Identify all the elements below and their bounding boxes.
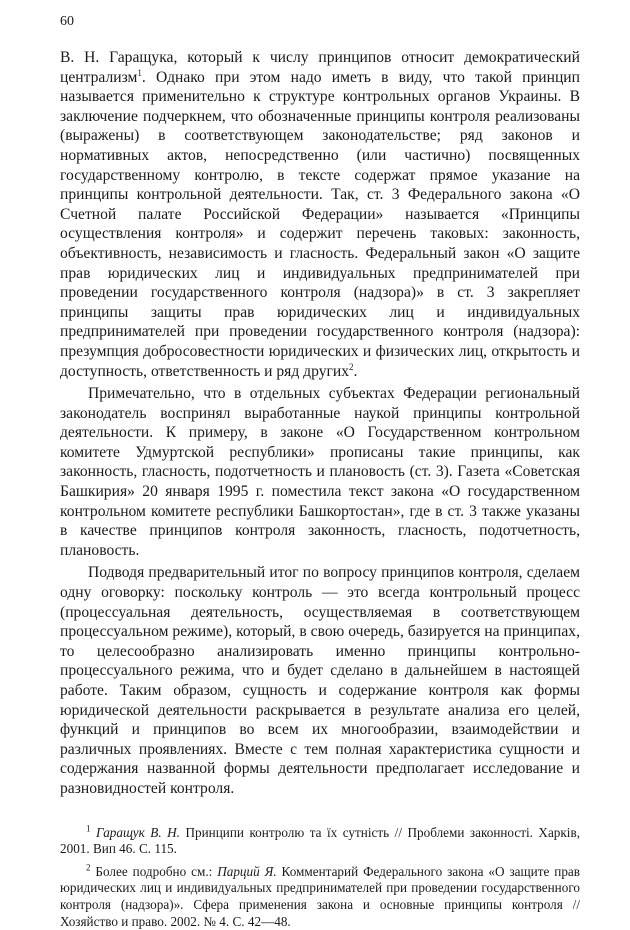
footnote-mark: 1: [86, 823, 91, 834]
paragraph-3: [60, 563, 580, 798]
footnote-lead: Более подробно см.:: [90, 863, 218, 879]
footnote-ref-2: 2: [349, 361, 354, 372]
footnote-2: [60, 864, 580, 930]
paragraph-text: Примечательно, что в отдельных субъектах Федерации региональный законодатель воспринял выработанные наукой принципы контрольной деятельности. К примеру, в законе «О Государственном контрольном комитете Удмуртской республики» прописаны такие принципы, как законность, гласность, подотчетность и плановость (ст. 3). Газета «Советская Башкирия» 20 января 1995 г. поместила текст закона «О государственном контрольном комитете республики Башкортостан», где в ст. 3 также указаны в качестве принципов контроля законность, гласность, подотчетность, плановость.: [60, 385, 580, 559]
body-text: [60, 48, 580, 799]
paragraph-text: .: [353, 362, 358, 380]
paragraph-2: [60, 384, 580, 560]
footnote-1: [60, 825, 580, 858]
footnote-text: Комментарий Федерального закона «О защите прав юридических лиц и индивидуальных предпринимателей при проведении государственного контроля (надзора)». Сфера применения закона и основные принципы контроля // Хозяйство и право. 2002. № 4. С. 42—48.: [60, 863, 580, 929]
footnote-text: Принципи контролю та їх сутність // Проблеми законності. Харків, 2001. Вип 46. С. 115.: [60, 824, 580, 857]
footnote-ref-1: 1: [137, 67, 142, 78]
footnotes: [60, 825, 580, 930]
paragraph-text: Подводя предварительный итог по вопросу принципов контроля, сделаем одну оговорку: поскольку контроль — это всегда контрольный процесс (процессуальная деятельность, осуществляемая в соответствующем процессуальном режиме), который, в свою очередь, базируется на принципах, то целесообразно анализировать именно принципы контрольно-процессуального режима, что и будет сделано в дальнейшем в настоящей работе. Таким образом, сущность и содержание контроля как формы юридической деятельности раскрывается в результате анализа его целей, функций и принципов во всем их многообразии, взаимодействии и различных проявлениях. Вместе с тем полная характеристика сущности и содержания названной формы деятельности предполагает исследование и разновидностей контроля.: [60, 564, 580, 797]
paragraph-1: [60, 48, 580, 381]
paragraph-text: В. Н. Гаращука, который к числу принципов относит демократический централизм: [60, 49, 580, 86]
page-number: 60: [60, 14, 74, 29]
footnote-author: Парций Я.: [217, 863, 277, 879]
footnote-mark: 2: [86, 862, 91, 873]
paragraph-text: . Однако при этом надо иметь в виду, что такой принцип называется применительно к структуре контрольных органов Украины. В заключение подчеркнем, что обозначенные принципы контроля реализованы (выражены) в соответствующем законодательстве; ряд законов и нормативных актов, непосредственно (или частично) посвященных государственному контролю, в тексте содержат прямое указание на принципы контрольной деятельности. Так, ст. 3 Федерального закона «О Счетной палате Российской Федерации» называется «Принципы осуществления контроля» и содержит перечень таковых: законность, объективность, независимость и гласность. Федеральный закон «О защите прав юридических лиц и индивидуальных предпринимателей при проведении государственного контроля (надзора)» в ст. 3 закрепляет принципы защиты прав юридических лиц и индивидуальных предпринимателей при проведении государственного контроля (надзора): презумпция добросовестности юридических и физических лиц, открытость и доступность, ответственность и ряд других: [60, 68, 580, 380]
footnote-author: Гаращук В. Н.: [96, 824, 180, 840]
